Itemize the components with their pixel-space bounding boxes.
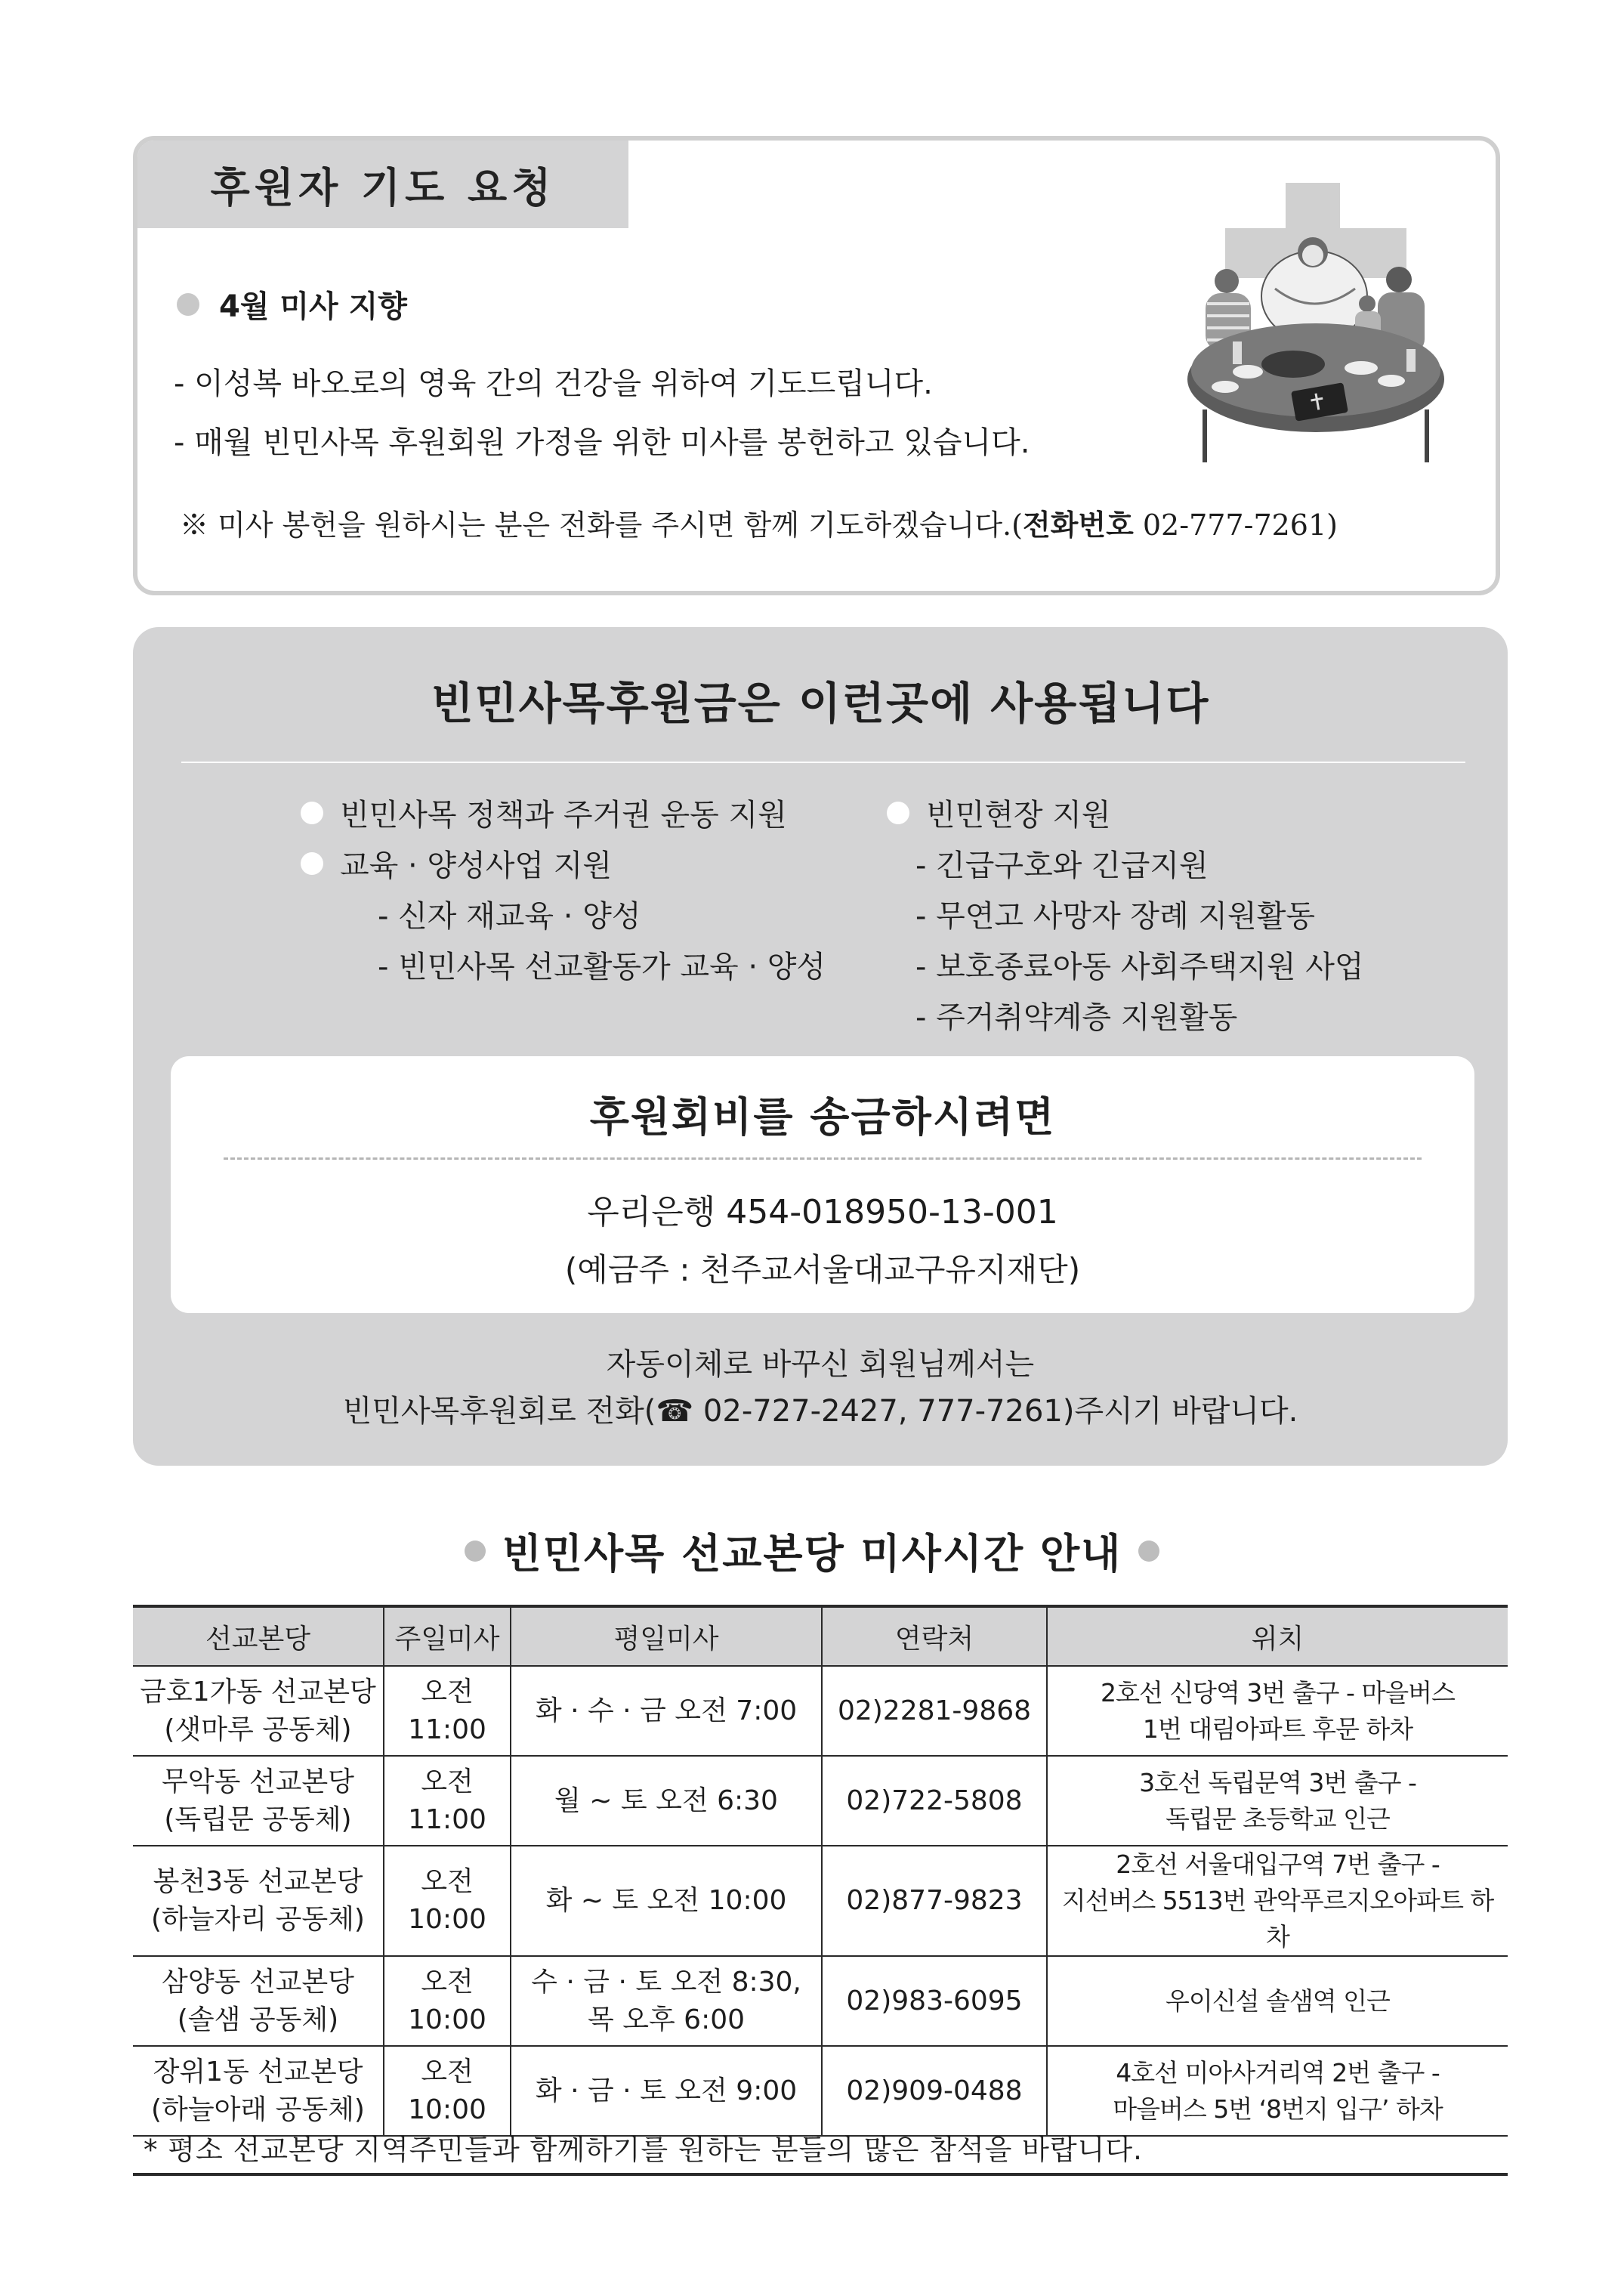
auto-transfer-notice: 자동이체로 바꾸신 회원님께서는 bbox=[606, 1347, 1035, 1382]
location-line: 2호선 신당역 3번 출구 - 마을버스 bbox=[1101, 1677, 1455, 1707]
sunday-mass-time: 10:00 bbox=[408, 1904, 486, 1935]
transfer-info-card bbox=[171, 1056, 1474, 1313]
parish-cell bbox=[133, 1756, 384, 1846]
usage-subitem: - 보호종료아동 사회주택지원 사업 bbox=[915, 950, 1364, 984]
sunday-mass-period: 오전 bbox=[421, 1966, 474, 1998]
parish-name: 삼양동 선교본당 bbox=[162, 1966, 354, 1998]
phone-cell: 02)909-0488 bbox=[822, 2046, 1047, 2136]
transfer-title: 후원회비를 송금하시려면 bbox=[589, 1093, 1056, 1141]
prayer-intention-line: - 매월 빈민사목 후원회원 가정을 위한 미사를 봉헌하고 있습니다. bbox=[174, 425, 1030, 460]
bank-account: 우리은행 454-018950-13-001 bbox=[587, 1193, 1058, 1231]
bullet-icon bbox=[177, 293, 199, 316]
weekday-mass-cell bbox=[511, 1846, 822, 1956]
location-line: 독립문 초등학교 인근 bbox=[1166, 1803, 1390, 1834]
location-line: 4호선 미아사거리역 2번 출구 - bbox=[1116, 2057, 1440, 2087]
mass-schedule-table bbox=[133, 1605, 1508, 2137]
parish-cell bbox=[133, 1666, 384, 1756]
mass-intention-heading bbox=[177, 283, 407, 326]
column-header: 주일미사 bbox=[384, 1606, 511, 1666]
phone-cell: 02)2281-9868 bbox=[822, 1666, 1047, 1756]
weekday-mass-cell bbox=[511, 1956, 822, 2046]
community-name: (독립문 공동체) bbox=[164, 1803, 352, 1835]
phone-icon: ☎ bbox=[656, 1394, 694, 1429]
location-cell bbox=[1047, 1756, 1508, 1846]
community-name: (샛마루 공동체) bbox=[164, 1714, 352, 1745]
bullet-icon bbox=[465, 1541, 486, 1562]
auto-transfer-prefix: 빈민사목후원회로 전화( bbox=[342, 1394, 656, 1429]
column-header: 선교본당 bbox=[133, 1606, 384, 1666]
parish-name: 장위1동 선교본당 bbox=[153, 2056, 363, 2087]
weekday-mass-cell bbox=[511, 1666, 822, 1756]
usage-item-label: 빈민사목 정책과 주거권 운동 지원 bbox=[340, 798, 787, 833]
prayer-note-text: ※ 미사 봉헌을 원하시는 분은 전화를 주시면 함께 기도하겠습니다.( bbox=[180, 508, 1023, 542]
table-row bbox=[133, 1846, 1508, 1956]
sunday-mass-period: 오전 bbox=[421, 1676, 474, 1707]
location-line: 마을버스 5번 ‘8번지 입구’ 하차 bbox=[1113, 2094, 1443, 2124]
usage-item-label: 빈민현장 지원 bbox=[926, 798, 1111, 833]
prayer-intention-line: - 이성복 바오로의 영육 간의 건강을 위하여 기도드립니다. bbox=[174, 366, 933, 401]
sunday-mass-cell bbox=[384, 1956, 511, 2046]
auto-transfer-suffix: 02-727-2427, 777-7261)주시기 바랍니다. bbox=[693, 1394, 1298, 1429]
location-cell bbox=[1047, 1666, 1508, 1756]
sunday-mass-cell bbox=[384, 1846, 511, 1956]
usage-item-label: 교육 · 양성사업 지원 bbox=[340, 848, 612, 883]
parish-name: 봉천3동 선교본당 bbox=[153, 1866, 363, 1897]
community-name: (솔샘 공동체) bbox=[177, 2004, 339, 2035]
location-cell bbox=[1047, 1956, 1508, 2046]
usage-subitem: - 빈민사목 선교활동가 교육 · 양성 bbox=[378, 950, 826, 984]
last-supper-illustration bbox=[1180, 183, 1452, 470]
phone-cell: 02)983-6095 bbox=[822, 1956, 1047, 2046]
parish-name: 무악동 선교본당 bbox=[162, 1766, 354, 1797]
parish-cell bbox=[133, 1956, 384, 2046]
parish-cell bbox=[133, 1846, 384, 1956]
table-row bbox=[133, 1756, 1508, 1846]
schedule-title bbox=[0, 1522, 1624, 1580]
location-line: 1번 대림아파트 후문 하차 bbox=[1142, 1714, 1413, 1744]
usage-subitem: - 신자 재교육 · 양성 bbox=[378, 899, 641, 934]
donation-usage-box bbox=[133, 627, 1508, 1466]
sunday-mass-period: 오전 bbox=[421, 1766, 474, 1797]
sunday-mass-period: 오전 bbox=[421, 1866, 474, 1897]
location-line: 3호선 독립문역 3번 출구 - bbox=[1139, 1767, 1416, 1797]
divider bbox=[181, 762, 1465, 763]
usage-item bbox=[301, 787, 826, 838]
usage-subitem: - 긴급구호와 긴급지원 bbox=[915, 848, 1209, 883]
schedule-title-text: 빈민사목 선교본당 미사시간 안내 bbox=[502, 1530, 1122, 1578]
column-header: 연락처 bbox=[822, 1606, 1047, 1666]
usage-title: 빈민사목후원금은 이런곳에 사용됩니다 bbox=[431, 678, 1210, 729]
phone-cell: 02)722-5808 bbox=[822, 1756, 1047, 1846]
location-cell bbox=[1047, 1846, 1508, 1956]
sunday-mass-time: 11:00 bbox=[408, 1803, 486, 1835]
location-line: 우이신설 솔샘역 인근 bbox=[1166, 1986, 1390, 2016]
weekday-mass: 월 ~ 토 오전 6:30 bbox=[554, 1785, 778, 1816]
phone-label: 전화번호 bbox=[1022, 508, 1134, 542]
location-line: 2호선 서울대입구역 7번 출구 - bbox=[1116, 1850, 1440, 1879]
prayer-note bbox=[180, 502, 1338, 543]
sunday-mass-time: 11:00 bbox=[408, 1714, 486, 1745]
usage-subitem: - 무연고 사망자 장례 지원활동 bbox=[915, 899, 1315, 934]
auto-transfer-contact bbox=[133, 1387, 1508, 1430]
account-holder: (예금주 : 천주교서울대교구유지재단) bbox=[564, 1251, 1081, 1288]
usage-item bbox=[887, 787, 1364, 838]
location-line: 지선버스 5513번 관악푸르지오아파트 하차 bbox=[1061, 1886, 1494, 1952]
table-row bbox=[133, 1666, 1508, 1756]
weekday-mass-cell bbox=[511, 1756, 822, 1846]
bullet-icon bbox=[1138, 1541, 1159, 1562]
column-header: 평일미사 bbox=[511, 1606, 822, 1666]
weekday-mass: 화 · 금 · 토 오전 9:00 bbox=[535, 2075, 798, 2106]
prayer-request-title: 후원자 기도 요청 bbox=[137, 141, 628, 228]
dashed-divider bbox=[224, 1157, 1422, 1160]
usage-left-column bbox=[301, 787, 826, 990]
sunday-mass-period: 오전 bbox=[421, 2056, 474, 2087]
sunday-mass-time: 10:00 bbox=[408, 2004, 486, 2035]
usage-right-column bbox=[887, 787, 1364, 1040]
weekday-mass: 목 오후 6:00 bbox=[587, 2004, 746, 2035]
mass-intention-title: 4월 미사 지향 bbox=[219, 289, 407, 324]
table-header-row bbox=[133, 1606, 1508, 1666]
bullet-icon bbox=[887, 802, 909, 824]
column-header: 위치 bbox=[1047, 1606, 1508, 1666]
usage-item bbox=[301, 838, 826, 888]
community-name: (하늘아래 공동체) bbox=[151, 2094, 365, 2125]
phone-cell: 02)877-9823 bbox=[822, 1846, 1047, 1956]
prayer-request-box bbox=[133, 136, 1500, 595]
schedule-footnote: * 평소 선교본당 지역주민들과 함께하기를 원하는 분들의 많은 참석을 바랍니다. bbox=[133, 2121, 1508, 2176]
bullet-icon bbox=[301, 802, 323, 824]
weekday-mass: 화 · 수 · 금 오전 7:00 bbox=[535, 1695, 798, 1726]
community-name: (하늘자리 공동체) bbox=[151, 1904, 365, 1935]
parish-name: 금호1가동 선교본당 bbox=[140, 1676, 376, 1707]
sunday-mass-cell bbox=[384, 1666, 511, 1756]
usage-subitem: - 주거취약계층 지원활동 bbox=[915, 1000, 1238, 1035]
weekday-mass: 수 · 금 · 토 오전 8:30, bbox=[531, 1966, 801, 1998]
sunday-mass-cell bbox=[384, 1756, 511, 1846]
sunday-mass-time: 10:00 bbox=[408, 2094, 486, 2125]
bullet-icon bbox=[301, 852, 323, 875]
weekday-mass: 화 ~ 토 오전 10:00 bbox=[545, 1885, 787, 1916]
prayer-phone: 02-777-7261) bbox=[1133, 508, 1338, 542]
table-row bbox=[133, 1956, 1508, 2046]
